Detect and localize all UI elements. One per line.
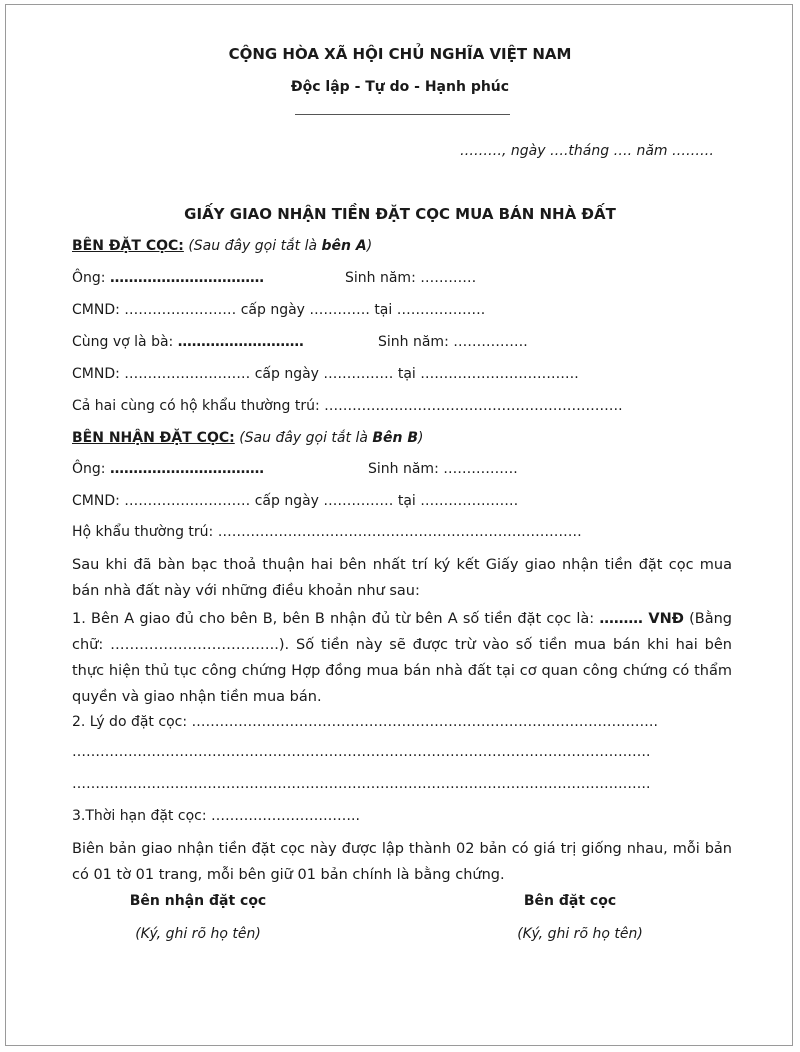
closing-paragraph: Biên bản giao nhận tiền đặt cọc này được lập thành 02 bản có giá trị giống nhau, mỗi bản có 01 tờ 01 trang, mỗi bên giữ 01 bản chính là bằng chứng. [72, 841, 732, 883]
party-a-spouse-birth: Sinh năm: ……………. [378, 334, 528, 350]
party-a-heading: BÊN ĐẶT CỌC: [72, 238, 184, 254]
signature-right-title: Bên đặt cọc [523, 893, 617, 909]
party-a-ong-line: Ông: …………………………… [72, 270, 264, 286]
motto: Độc lập - Tự do - Hạnh phúc [290, 79, 510, 95]
motto-underline [295, 114, 510, 115]
party-a-birth-year: Sinh năm: ………… [345, 270, 477, 286]
party-b-heading: BÊN NHẬN ĐẶT CỌC: [72, 430, 235, 446]
country-heading: CỘNG HÒA XÃ HỘI CHỦ NGHĨA VIỆT NAM [228, 45, 572, 63]
party-a-heading-line [72, 238, 372, 254]
document-title: GIẤY GIAO NHẬN TIỀN ĐẶT CỌC MUA BÁN NHÀ ĐẤT [184, 205, 616, 223]
party-b-birth-year: Sinh năm: ……………. [368, 461, 518, 477]
signature-left-title: Bên nhận đặt cọc [129, 893, 267, 909]
party-a-spouse-line: Cùng vợ là bà: ……………………… [72, 334, 304, 350]
party-b-note: (Sau đây gọi tắt là Bên B) [239, 430, 424, 446]
clause-1: 1. Bên A giao đủ cho bên B, bên B nhận đủ từ bên A số tiền đặt cọc là: ……… VNĐ (Bằng chữ: ……………………………..). Số tiền này sẽ được trừ vào số tiền mua bán khi hai bên thực hiện thủ tục công chứng Hợp đồng mua bán nhà đất tại cơ quan công chứng có thẩm quyền và giao nhận tiền mua bán. [72, 611, 732, 705]
deposit-amount: ……… VNĐ [599, 611, 684, 627]
party-b-id-line: CMND: ……………………… cấp ngày …………… tại ………………… [72, 493, 519, 509]
clause-2-line-1: 2. Lý do đặt cọc: ………………………………………………………………………………………. [72, 714, 658, 730]
party-a-spouse-field: ……………………… [177, 334, 304, 350]
clause-2-line-3: ……………………………………………………………………………………………………………. [72, 776, 651, 792]
clause-2-line-2: ……………………………………………………………………………………………………………. [72, 744, 651, 760]
party-b-ong-field: …………………………… [109, 461, 264, 477]
party-a-ong-field: …………………………… [109, 270, 264, 286]
party-a-residence: Cả hai cùng có hộ khẩu thường trú: ………………………………………………………. [72, 398, 623, 414]
party-b-ong-line: Ông: …………………………… [72, 461, 264, 477]
date-line: ………, ngày ….tháng …. năm ……… [460, 143, 715, 159]
party-b-heading-line [72, 430, 424, 446]
party-b-residence: Hộ khẩu thường trú: …………………………………………………………………… [72, 524, 582, 540]
party-a-id-line-2: CMND: ……………………… cấp ngày …………… tại ……………………………. [72, 366, 579, 382]
party-a-id-line: CMND: …………………… cấp ngày …………. tại ………………. [72, 302, 486, 318]
intro-paragraph: Sau khi đã bàn bạc thoả thuận hai bên nhất trí ký kết Giấy giao nhận tiền đặt cọc mua bán nhà đất này với những điều khoản như sau: [72, 557, 732, 599]
clause-3: 3.Thời hạn đặt cọc: ………………………….. [72, 808, 360, 824]
party-a-note: (Sau đây gọi tắt là bên A) [188, 238, 373, 254]
signature-right-note: (Ký, ghi rõ họ tên) [517, 926, 643, 942]
signature-left-note: (Ký, ghi rõ họ tên) [135, 926, 261, 942]
